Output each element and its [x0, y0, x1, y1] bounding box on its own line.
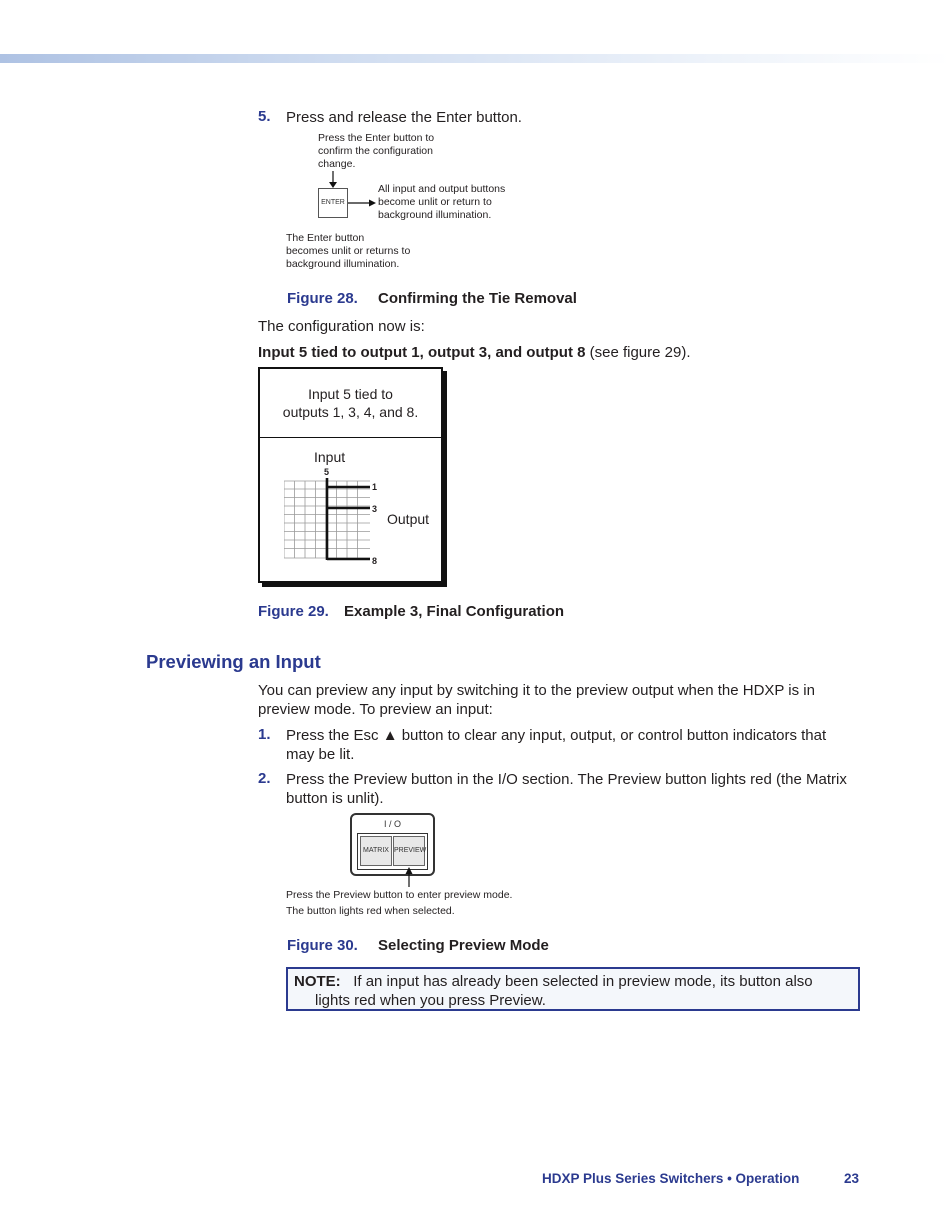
callout-line: The Enter button [286, 232, 365, 244]
preview-button: PREVIEW [393, 836, 425, 866]
caption-line: Input 5 tied to [308, 386, 393, 402]
step-text [286, 726, 826, 764]
footer-title: HDXP Plus Series Switchers • Operation [542, 1171, 800, 1186]
io-panel-title: I / O [383, 819, 401, 829]
callout-line: Press the Preview button to enter preview mode. [286, 889, 513, 901]
callout-line: becomes unlit or returns to [286, 245, 411, 257]
page-number: 23 [844, 1171, 860, 1186]
input-label: Input [314, 449, 346, 465]
figure28-arrows [0, 0, 950, 300]
figure-title: Example 3, Final Configuration [344, 603, 565, 620]
step-line: may be lit. [286, 746, 355, 763]
step-number: 2. [258, 770, 271, 787]
figure-title: Selecting Preview Mode [378, 937, 549, 954]
output-number: 3 [372, 504, 378, 514]
step-number: 1. [258, 726, 271, 743]
enter-button: ENTER [318, 188, 348, 218]
callout-line: All input and output buttons [378, 183, 506, 195]
config-bold: Input 5 tied to output 1, output 3, and output 8 [258, 344, 586, 361]
caption-line: outputs 1, 3, 4, and 8. [282, 404, 419, 420]
note-label: NOTE: [294, 973, 341, 990]
note-line [294, 972, 813, 991]
section-intro [258, 681, 815, 719]
io-button-group [357, 833, 428, 870]
figure29-caption [260, 369, 441, 438]
step-line: Press the Esc ▲ button to clear any input, output, or control button indicators that [286, 727, 827, 744]
callout-line: change. [318, 158, 356, 170]
input-number: 5 [324, 467, 330, 477]
figure-number: Figure 30. [287, 937, 358, 954]
preview-arrow [400, 866, 420, 888]
callout-line: background illumination. [286, 258, 400, 270]
intro-line: preview mode. To preview an input: [258, 701, 493, 718]
callout-bottom [286, 232, 410, 271]
note-text: If an input has already been selected in preview mode, its button also [353, 973, 813, 990]
step-line: button is unlit). [286, 790, 384, 807]
matrix-button: MATRIX [360, 836, 392, 866]
output-number: 1 [372, 482, 378, 492]
config-statement [258, 343, 691, 362]
io-panel [350, 813, 435, 876]
step-line: Press the Preview button in the I/O section. The Preview button lights red (the Matrix [286, 771, 847, 788]
intro-line: You can preview any input by switching it to the preview output when the HDXP is in [258, 682, 815, 699]
step-number: 5. [258, 108, 271, 125]
step-text: Press and release the Enter button. [286, 109, 522, 126]
section-heading: Previewing an Input [146, 651, 321, 672]
callout-right [378, 183, 505, 222]
step-text [286, 770, 847, 808]
callout-line: become unlit or return to [378, 196, 492, 208]
note-box [286, 967, 860, 1011]
figure-number: Figure 29. [258, 603, 329, 620]
output-label: Output [387, 511, 430, 527]
callout-line: background illumination. [378, 209, 492, 221]
figure-title: Confirming the Tie Removal [378, 290, 577, 307]
config-intro: The configuration now is: [258, 318, 425, 335]
figure-number: Figure 28. [287, 290, 358, 307]
config-rest: (see figure 29). [585, 344, 691, 361]
callout-line: Press the Enter button to [318, 132, 435, 144]
callout-line: The button lights red when selected. [286, 905, 455, 917]
note-line: lights red when you press Preview. [315, 992, 546, 1009]
callout-line: confirm the configuration [318, 145, 433, 157]
matrix-grid [284, 478, 374, 563]
output-number: 8 [372, 556, 378, 566]
preview-callout [286, 887, 512, 919]
